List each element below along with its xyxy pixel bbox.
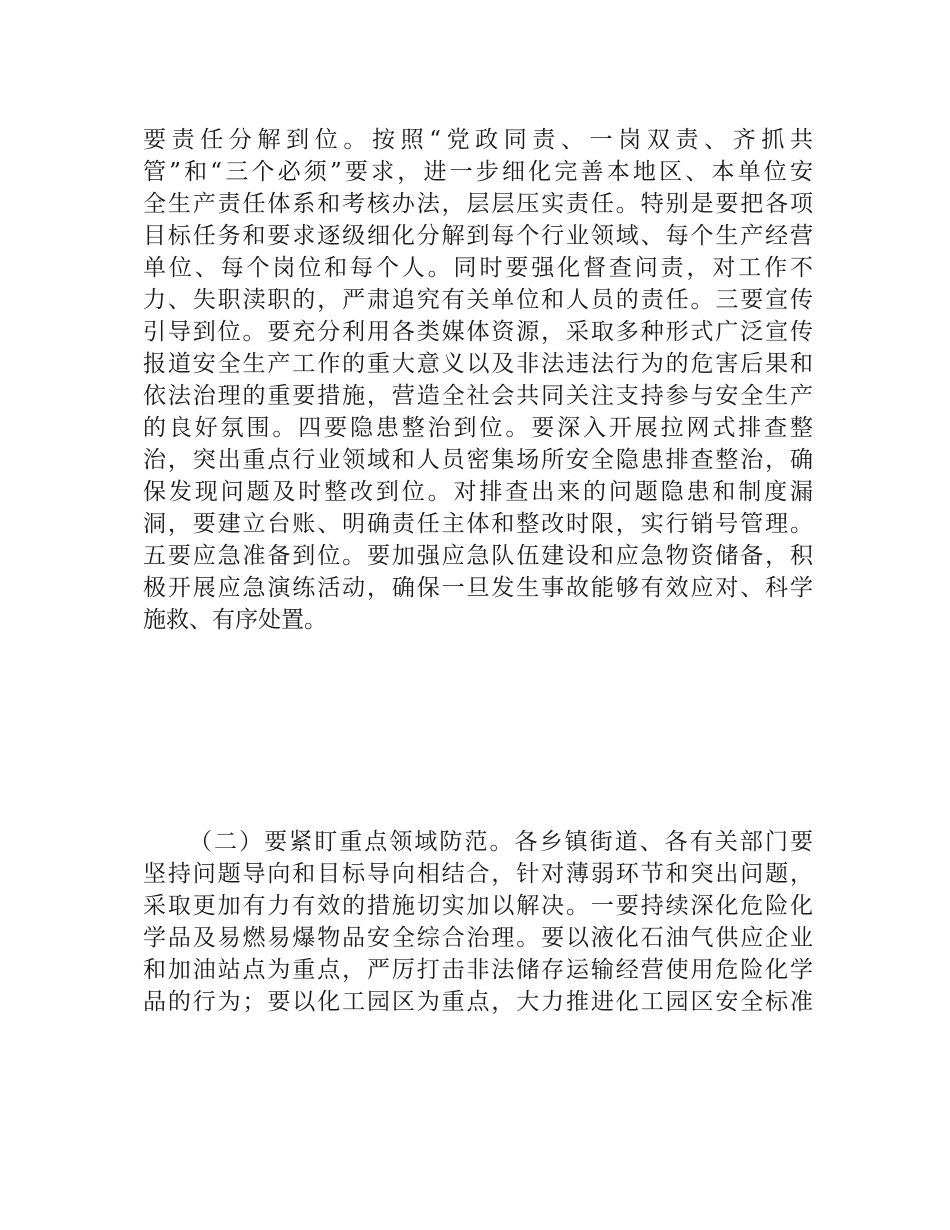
paragraph-1 xyxy=(143,124,813,636)
text-line: 目标任务和要求逐级细化分解到每个行业领域、每个生产经营 xyxy=(143,223,813,249)
text-line: 采取更加有力有效的措施切实加以解决。一要持续深化危险化 xyxy=(143,893,813,919)
text-line: 报道安全生产工作的重大意义以及非法违法行为的危害后果和 xyxy=(143,351,813,377)
text-line: 力、失职渎职的，严肃追究有关单位和人员的责任。三要宣传 xyxy=(143,287,813,313)
text-line: 要责任分解到位。按照“党政同责、一岗双责、齐抓共 xyxy=(143,127,813,153)
text-line: 极开展应急演练活动，确保一旦发生事故能够有效应对、科学 xyxy=(143,575,813,601)
text-line: 的良好氛围。四要隐患整治到位。要深入开展拉网式排查整 xyxy=(143,415,813,441)
paragraph-2 xyxy=(143,826,813,1018)
text-line: 依法治理的重要措施，营造全社会共同关注支持参与安全生产 xyxy=(143,383,813,409)
text-line: 单位、每个岗位和每个人。同时要强化督查问责，对工作不 xyxy=(143,255,813,281)
text-line: 全生产责任体系和考核办法，层层压实责任。特别是要把各项 xyxy=(143,191,813,217)
text-line: 品的行为；要以化工园区为重点，大力推进化工园区安全标准 xyxy=(143,989,813,1015)
text-line: 保发现问题及时整改到位。对排查出来的问题隐患和制度漏 xyxy=(143,479,813,505)
text-line: 管”和“三个必须”要求，进一步细化完善本地区、本单位安 xyxy=(143,159,813,185)
text-line: 五要应急准备到位。要加强应急队伍建设和应急物资储备，积 xyxy=(143,543,813,569)
text-line: 施救、有序处置。 xyxy=(143,607,327,633)
text-line: 坚持问题导向和目标导向相结合，针对薄弱环节和突出问题， xyxy=(143,861,813,887)
text-line: 洞，要建立台账、明确责任主体和整改时限，实行销号管理。 xyxy=(143,511,813,537)
text-line: （二）要紧盯重点领域防范。各乡镇街道、各有关部门要 xyxy=(189,829,813,855)
text-line: 学品及易燃易爆物品安全综合治理。要以液化石油气供应企业 xyxy=(143,925,813,951)
text-line: 和加油站点为重点，严厉打击非法储存运输经营使用危险化学 xyxy=(143,957,813,983)
text-line: 引导到位。要充分利用各类媒体资源，采取多种形式广泛宣传 xyxy=(143,319,813,345)
text-line: 治，突出重点行业领域和人员密集场所安全隐患排查整治，确 xyxy=(143,447,813,473)
